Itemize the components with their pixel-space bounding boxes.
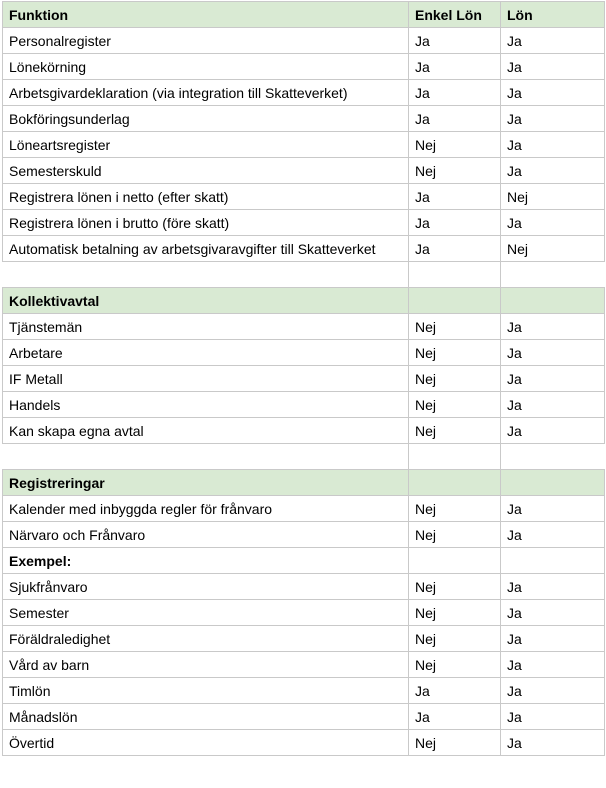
enkel-lon-cell: Ja [409,106,501,132]
lon-cell: Ja [501,54,605,80]
funktion-cell: Lönekörning [3,54,409,80]
enkel-lon-cell: Nej [409,132,501,158]
subheader-row [3,548,605,574]
lon-cell: Ja [501,340,605,366]
lon-cell: Ja [501,132,605,158]
funktion-cell: Tjänstemän [3,314,409,340]
funktion-cell: Registreringar [3,470,409,496]
enkel-lon-cell: Nej [409,496,501,522]
lon-cell: Ja [501,652,605,678]
funktion-cell: Exempel: [3,548,409,574]
enkel-lon-cell: Nej [409,652,501,678]
lon-cell: Ja [501,106,605,132]
enkel-lon-cell: Ja [409,184,501,210]
lon-cell: Ja [501,678,605,704]
lon-cell: Ja [501,80,605,106]
lon-cell: Ja [501,210,605,236]
lon-cell [501,262,605,288]
funktion-cell: Kan skapa egna avtal [3,418,409,444]
funktion-cell: Arbetare [3,340,409,366]
lon-cell: Ja [501,158,605,184]
section-row [3,288,605,314]
enkel-lon-cell: Nej [409,392,501,418]
funktion-cell: Löneartsregister [3,132,409,158]
enkel-lon-cell: Nej [409,626,501,652]
funktion-cell: Närvaro och Frånvaro [3,522,409,548]
lon-cell [501,444,605,470]
funktion-cell: Semesterskuld [3,158,409,184]
enkel-lon-cell: Nej [409,366,501,392]
lon-cell: Ja [501,704,605,730]
lon-cell: Ja [501,28,605,54]
table-body [3,28,605,756]
funktion-cell: Registrera lönen i netto (efter skatt) [3,184,409,210]
table-row [3,392,605,418]
funktion-cell: Bokföringsunderlag [3,106,409,132]
enkel-lon-cell: Ja [409,54,501,80]
lon-cell: Ja [501,392,605,418]
header-row [3,2,605,28]
funktion-cell: Semester [3,600,409,626]
table-row [3,236,605,262]
table-row [3,158,605,184]
funktion-cell: Handels [3,392,409,418]
table-row [3,28,605,54]
enkel-lon-cell: Nej [409,418,501,444]
enkel-lon-cell: Nej [409,158,501,184]
funktion-cell: Övertid [3,730,409,756]
table-row [3,652,605,678]
enkel-lon-cell: Ja [409,80,501,106]
enkel-lon-cell: Nej [409,314,501,340]
table-row [3,730,605,756]
enkel-lon-cell: Nej [409,522,501,548]
table-row [3,340,605,366]
lon-cell: Nej [501,184,605,210]
lon-cell: Ja [501,600,605,626]
table-row [3,184,605,210]
lon-cell [501,548,605,574]
funktion-cell [3,262,409,288]
enkel-lon-cell [409,288,501,314]
column-header-enkel-lon: Enkel Lön [409,2,501,28]
enkel-lon-cell [409,548,501,574]
table-row [3,496,605,522]
enkel-lon-cell: Ja [409,704,501,730]
table-row [3,106,605,132]
funktion-cell: Timlön [3,678,409,704]
funktion-cell: Kollektivavtal [3,288,409,314]
table-row [3,80,605,106]
funktion-cell: Vård av barn [3,652,409,678]
enkel-lon-cell [409,262,501,288]
enkel-lon-cell: Ja [409,28,501,54]
lon-cell: Ja [501,626,605,652]
enkel-lon-cell: Ja [409,210,501,236]
table-row [3,678,605,704]
lon-cell: Ja [501,522,605,548]
funktion-cell: Kalender med inbyggda regler för frånvaro [3,496,409,522]
feature-comparison-table [2,1,605,756]
enkel-lon-cell: Nej [409,340,501,366]
table-row [3,522,605,548]
lon-cell: Ja [501,314,605,340]
lon-cell [501,470,605,496]
table-row [3,600,605,626]
lon-cell: Ja [501,366,605,392]
funktion-cell: Sjukfrånvaro [3,574,409,600]
lon-cell: Ja [501,574,605,600]
funktion-cell: Personalregister [3,28,409,54]
funktion-cell: Arbetsgivardeklaration (via integration till Skatteverket) [3,80,409,106]
enkel-lon-cell: Ja [409,236,501,262]
section-row [3,470,605,496]
enkel-lon-cell: Nej [409,730,501,756]
column-header-lon: Lön [501,2,605,28]
funktion-cell: Månadslön [3,704,409,730]
enkel-lon-cell: Nej [409,574,501,600]
table-row [3,132,605,158]
funktion-cell: IF Metall [3,366,409,392]
table-row [3,366,605,392]
lon-cell: Ja [501,418,605,444]
table-row [3,626,605,652]
funktion-cell: Automatisk betalning av arbetsgivaravgifter till Skatteverket [3,236,409,262]
funktion-cell: Föräldraledighet [3,626,409,652]
funktion-cell [3,444,409,470]
separator-row [3,262,605,288]
table-row [3,210,605,236]
enkel-lon-cell [409,470,501,496]
lon-cell [501,288,605,314]
table-row [3,574,605,600]
table-row [3,418,605,444]
lon-cell: Ja [501,730,605,756]
table-row [3,314,605,340]
lon-cell: Ja [501,496,605,522]
enkel-lon-cell [409,444,501,470]
lon-cell: Nej [501,236,605,262]
separator-row [3,444,605,470]
table-row [3,704,605,730]
enkel-lon-cell: Nej [409,600,501,626]
column-header-funktion: Funktion [3,2,409,28]
funktion-cell: Registrera lönen i brutto (före skatt) [3,210,409,236]
table-row [3,54,605,80]
enkel-lon-cell: Ja [409,678,501,704]
table-header [3,2,605,28]
